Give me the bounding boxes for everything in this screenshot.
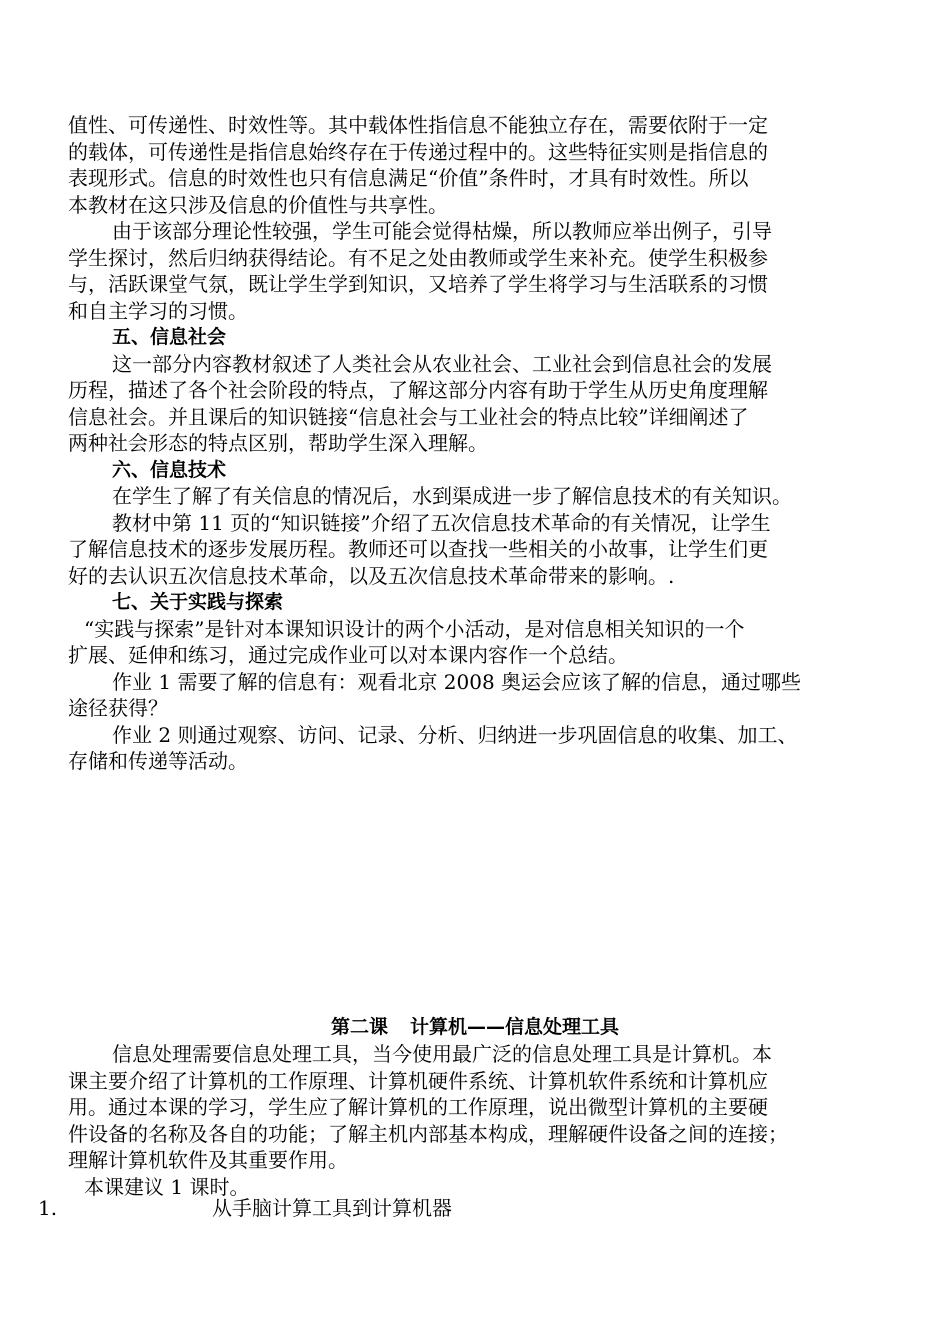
- lesson-number: 第二课: [330, 1016, 388, 1038]
- paragraph-line: 表现形式。信息的时效性也只有信息满足“价值”条件时，才具有时效性。所以: [68, 166, 749, 190]
- paragraph-line: 的载体，可传递性是指信息始终存在于传递过程中的。这些特征实则是指信息的: [68, 139, 768, 164]
- section-heading-information-technology: 六、信息技术: [112, 458, 227, 481]
- paragraph-line: 信息处理需要信息处理工具，当今使用最广泛的信息处理工具是计算机。本: [112, 1042, 772, 1066]
- paragraph-line: 途径获得？: [68, 696, 168, 720]
- section-heading-information-society: 五、信息社会: [112, 326, 227, 348]
- item-number: 1.: [38, 1196, 58, 1220]
- section-heading-practice: 七、关于实践与探索: [112, 591, 284, 613]
- paragraph-line: 好的去认识五次信息技术革命，以及五次信息技术革命带来的影响。.: [68, 563, 675, 588]
- paragraph-line: 和自主学习的习惯。: [68, 298, 248, 323]
- paragraph-line: 扩展、延伸和练习，通过完成作业可以对本课内容作一个总结。: [68, 643, 628, 667]
- paragraph-line: 信息社会。并且课后的知识链接“信息社会与工业社会的特点比较”详细阐述了: [68, 404, 749, 429]
- paragraph-line: 课主要介绍了计算机的工作原理、计算机硬件系统、计算机软件系统和计算机应: [68, 1068, 768, 1093]
- paragraph-line: 两种社会形态的特点区别，帮助学生深入理解。: [68, 431, 488, 455]
- lesson-title: [0, 1014, 950, 1040]
- paragraph-line: 本教材在这只涉及信息的价值性与共享性。: [68, 192, 448, 217]
- item-title: 从手脑计算工具到计算机器: [212, 1196, 452, 1220]
- paragraph-line: 件设备的名称及各自的功能；了解主机内部基本构成，理解硬件设备之间的连接；: [68, 1121, 788, 1146]
- paragraph-line: 这一部分内容教材叙述了人类社会从农业社会、工业社会到信息社会的发展: [112, 351, 772, 376]
- paragraph-line: 了解信息技术的逐步发展历程。教师还可以查找一些相关的小故事，让学生们更: [68, 537, 768, 561]
- paragraph-line: 作业 2 则通过观察、访问、记录、分析、归纳进一步巩固信息的收集、加工、: [112, 722, 798, 747]
- paragraph-line: 教材中第 11 页的“知识链接”介绍了五次信息技术革命的有关情况，让学生: [112, 510, 771, 535]
- lesson-intro-block: [68, 1041, 878, 1200]
- paragraph-line: 存储和传递等活动。: [68, 749, 248, 773]
- paragraph-line: 学生探讨，然后归纳获得结论。有不足之处由教师或学生来补充。使学生积极参: [68, 245, 768, 270]
- paragraph-line: 用。通过本课的学习，学生应了解计算机的工作原理，说出微型计算机的主要硬: [68, 1095, 768, 1119]
- paragraph-line: 理解计算机软件及其重要作用。: [68, 1148, 348, 1172]
- upper-text-block: [68, 112, 878, 775]
- paragraph-line: 与，活跃课堂气氛，既让学生学到知识，又培养了学生将学习与生活联系的习惯: [68, 272, 768, 296]
- numbered-heading: [38, 1195, 452, 1221]
- paragraph-line: 值性、可传递性、时效性等。其中载体性指信息不能独立存在，需要依附于一定: [68, 113, 768, 137]
- lesson-name: 计算机——信息处理工具: [410, 1016, 620, 1038]
- paragraph-line: 本课建议 1 课时。: [84, 1174, 250, 1199]
- paragraph-line: 历程，描述了各个社会阶段的特点，了解这部分内容有助于学生从历史角度理解: [68, 378, 768, 402]
- paragraph-line: 由于该部分理论性较强，学生可能会觉得枯燥，所以教师应举出例子，引导: [112, 219, 772, 243]
- paragraph-line: 在学生了解了有关信息的情况后，水到渠成进一步了解信息技术的有关知识。: [112, 484, 792, 508]
- paragraph-line: 作业 1 需要了解的信息有：观看北京 2008 奥运会应该了解的信息，通过哪些: [112, 669, 802, 694]
- paragraph-line: “实践与探索”是针对本课知识设计的两个小活动，是对信息相关知识的一个: [84, 616, 745, 641]
